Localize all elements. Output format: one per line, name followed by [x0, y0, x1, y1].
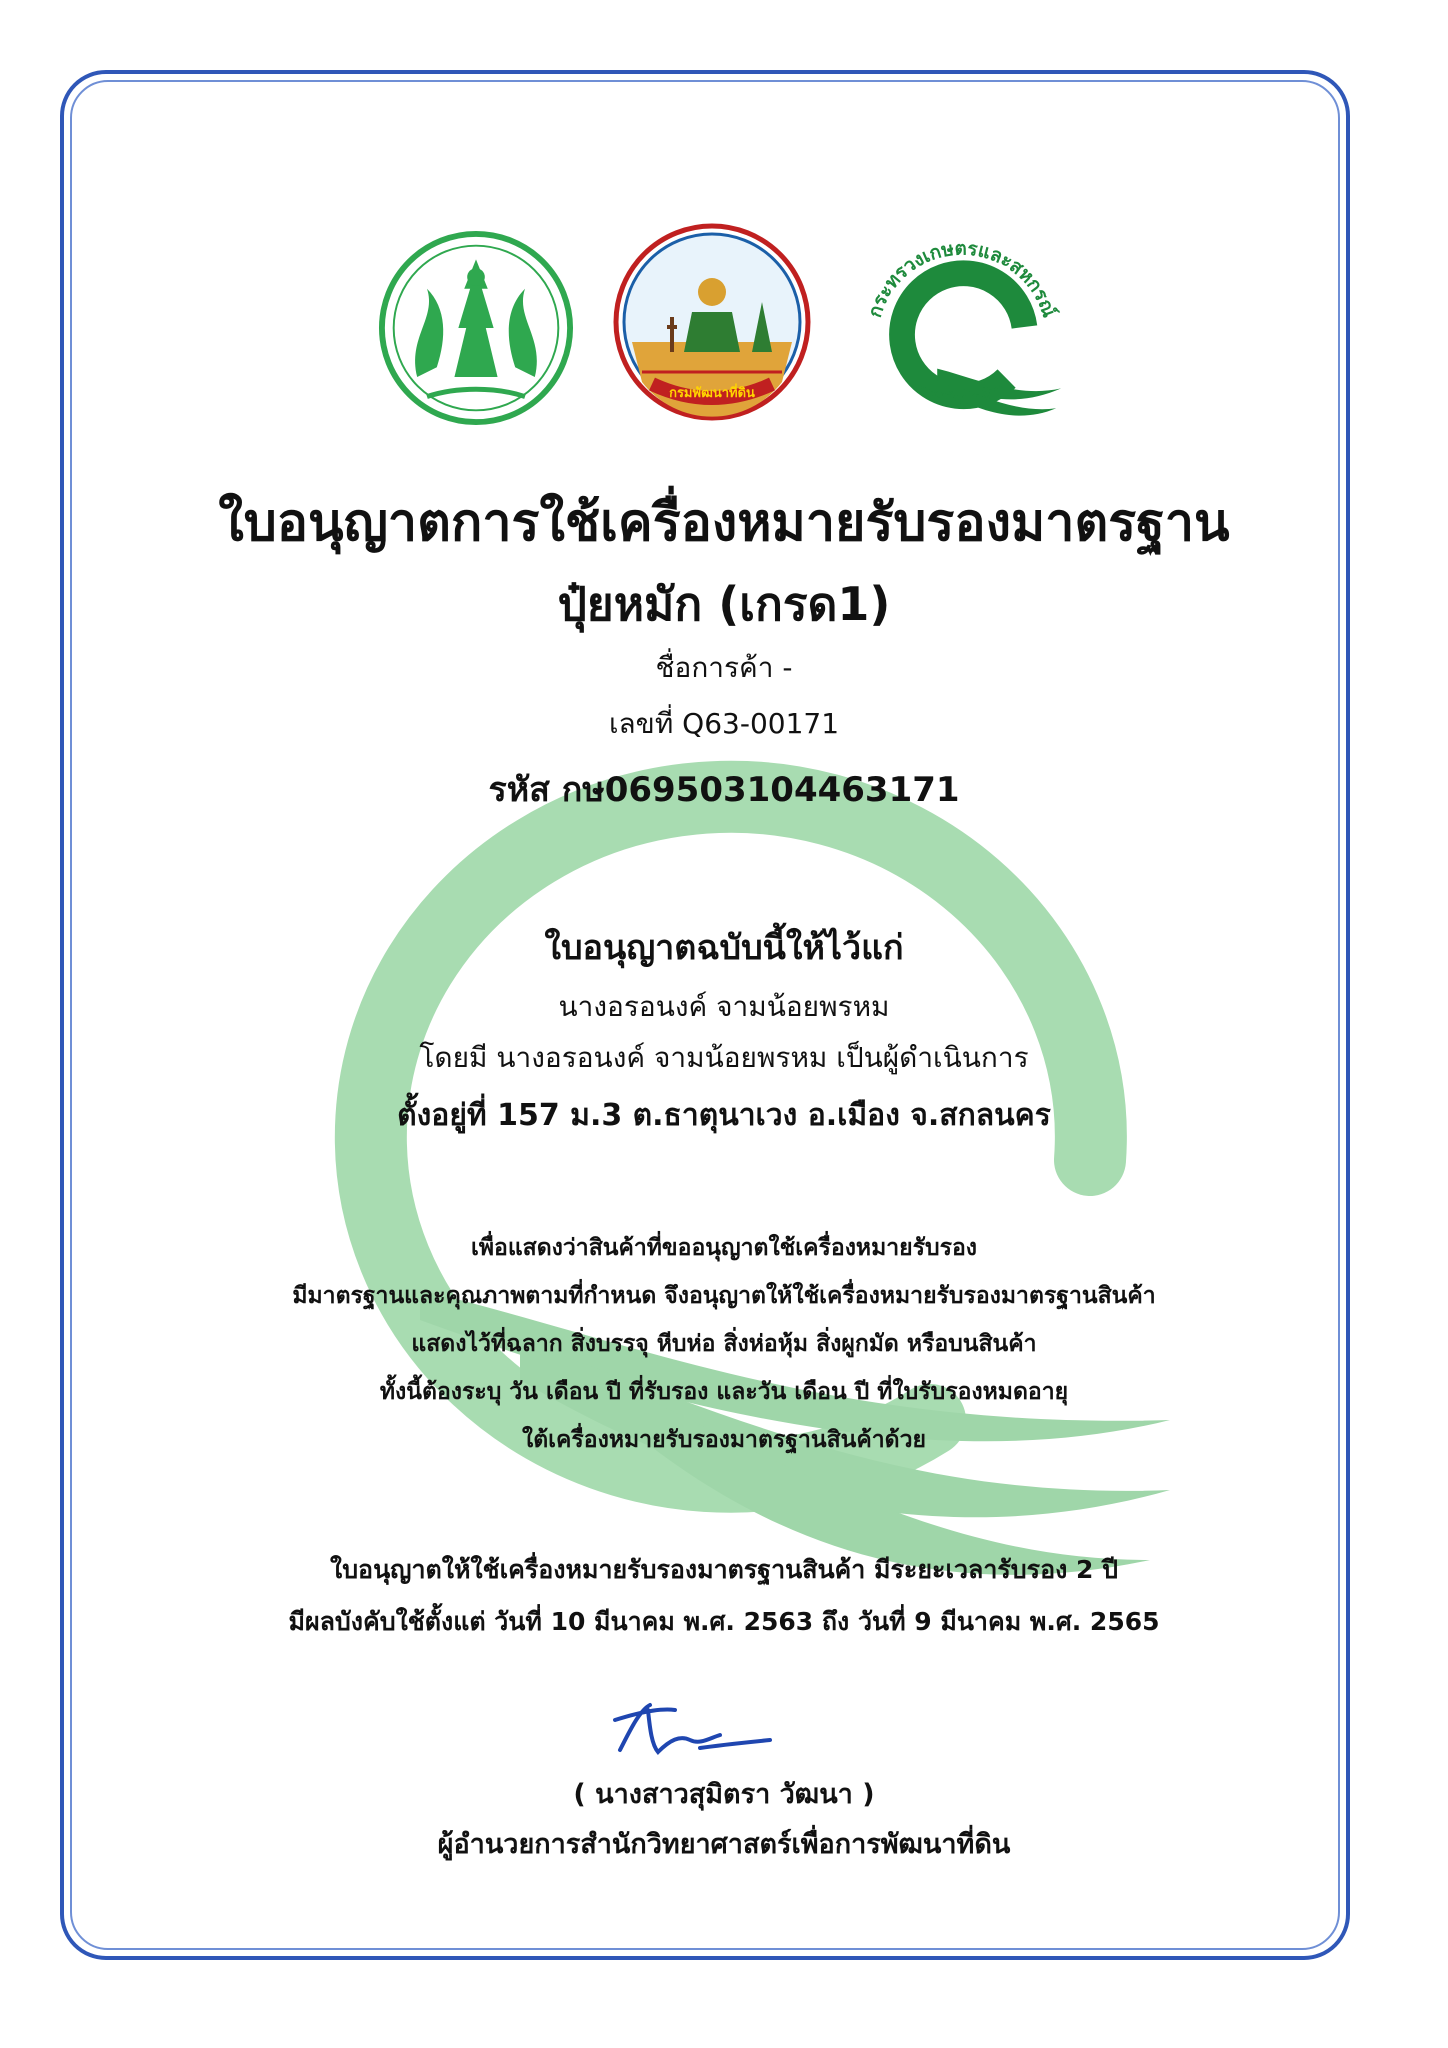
operator-line: โดยมี นางอรอนงค์ จามน้อยพรหม เป็นผู้ดำเนินการ: [419, 1041, 1029, 1074]
body-line: ใต้เครื่องหมายรับรองมาตรฐานสินค้าด้วย: [522, 1427, 926, 1453]
validity-line: ใบอนุญาตให้ใช้เครื่องหมายรับรองมาตรฐานสินค้า มีระยะเวลารับรอง 2 ปี: [329, 1555, 1118, 1584]
signature-icon: [600, 1690, 780, 1770]
certificate-subtitle: ปุ๋ยหมัก (เกรด1): [557, 577, 891, 631]
certificate-code: รหัส กษ069503104463171: [488, 770, 960, 810]
body-line: ทั้งนี้ต้องระบุ วัน เดือน ปี ที่รับรอง และวัน เดือน ปี ที่ใบรับรองหมดอายุ: [379, 1379, 1069, 1405]
trade-name: ชื่อการค้า -: [655, 651, 793, 684]
body-line: แสดงไว้ที่ฉลาก สิ่งบรรจุ หีบห่อ สิ่งห่อหุ้ม สิ่งผูกมัด หรือบนสินค้า: [411, 1331, 1037, 1357]
land-development-dept-seal-icon: [612, 222, 812, 422]
granted-to-heading: ใบอนุญาตฉบับนี้ให้ไว้แก่: [544, 928, 904, 968]
q-mark-top-text: กระทรวงเกษตรและสหกรณ์: [864, 238, 1060, 321]
signatory-name: ( นางสาวสุมิตรา วัฒนา ): [573, 1779, 875, 1810]
address-line: ตั้งอยู่ที่ 157 ม.3 ต.ธาตุนาเวง อ.เมือง จ.สกลนคร: [397, 1098, 1051, 1133]
seal-caption: กรมพัฒนาที่ดิน: [669, 386, 755, 401]
body-line: มีมาตรฐานและคุณภาพตามที่กำหนด จึงอนุญาตให้ใช้เครื่องหมายรับรองมาตรฐานสินค้า: [292, 1283, 1156, 1309]
holder-name: นางอรอนงค์ จามน้อยพรหม: [558, 990, 890, 1023]
signatory-position: ผู้อำนวยการสำนักวิทยาศาสตร์เพื่อการพัฒนาที่ดิน: [437, 1829, 1011, 1860]
q-mark-bottom-text: กรมพัฒนาที่ดิน: [916, 380, 1008, 408]
certificate-title: ใบอนุญาตการใช้เครื่องหมายรับรองมาตรฐาน: [218, 493, 1230, 553]
body-line: เพื่อแสดงว่าสินค้าที่ขออนุญาตใช้เครื่องหมายรับรอง: [471, 1235, 977, 1261]
ministry-deity-seal-icon: [378, 230, 574, 426]
q-mark-icon: [848, 210, 1076, 438]
license-number: เลขที่ Q63-00171: [608, 707, 840, 740]
q-watermark-icon: [270, 730, 1190, 1590]
validity-line: มีผลบังคับใช้ตั้งแต่ วันที่ 10 มีนาคม พ.ศ. 2563 ถึง วันที่ 9 มีนาคม พ.ศ. 2565: [288, 1607, 1160, 1636]
